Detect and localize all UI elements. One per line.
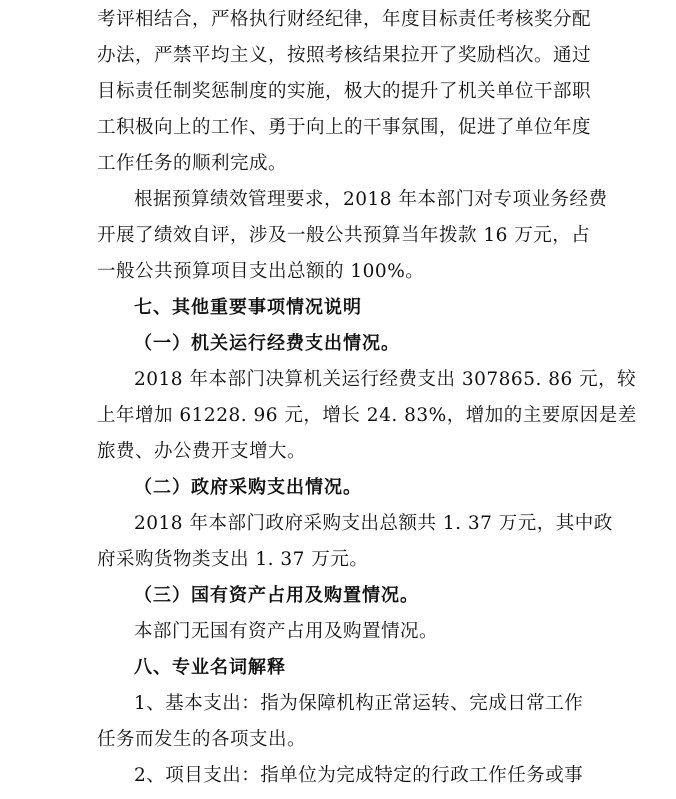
- paragraph-line: 2018 年本部门政府采购支出总额共 1. 37 万元，其中政: [134, 513, 613, 534]
- paragraph-line: 2018 年本部门决算机关运行经费支出 307865. 86 元，较: [134, 369, 637, 390]
- subsection-heading-3: （三）国有资产占用及购置情况。: [134, 585, 419, 606]
- paragraph-line: 一般公共预算项目支出总额的 100%。: [97, 261, 425, 282]
- paragraph-line: 府采购货物类支出 1. 37 万元。: [97, 549, 369, 570]
- paragraph-line: 2、项目支出：指单位为完成特定的行政工作任务或事: [134, 765, 584, 786]
- paragraph-line: 考评相结合，严格执行财经纪律，年度目标责任考核奖分配: [97, 9, 592, 30]
- section-heading-7: 七、其他重要事项情况说明: [134, 297, 362, 318]
- paragraph-line: 1、基本支出：指为保障机构正常运转、完成日常工作: [134, 693, 584, 714]
- paragraph-line: 根据预算绩效管理要求，2018 年本部门对专项业务经费: [134, 189, 608, 210]
- paragraph-line: 工作任务的顺利完成。: [97, 153, 288, 174]
- paragraph-line: 旅费、办公费开支增大。: [97, 441, 307, 462]
- paragraph-line: 办法，严禁平均主义，按照考核结果拉开了奖励档次。通过: [97, 45, 592, 66]
- subsection-heading-2: （二）政府采购支出情况。: [134, 477, 362, 498]
- subsection-heading-1: （一）机关运行经费支出情况。: [134, 333, 400, 354]
- paragraph-line: 上年增加 61228. 96 元，增长 24. 83%，增加的主要原因是差: [97, 405, 637, 426]
- paragraph-line: 工积极向上的工作、勇于向上的干事氛围，促进了单位年度: [97, 117, 592, 138]
- paragraph-line: 目标责任制奖惩制度的实施，极大的提升了机关单位干部职: [97, 81, 592, 102]
- paragraph-line: 开展了绩效自评，涉及一般公共预算当年拨款 16 万元，占: [97, 225, 591, 246]
- paragraph-line: 本部门无国有资产占用及购置情况。: [134, 621, 439, 642]
- paragraph-line: 任务而发生的各项支出。: [97, 729, 307, 750]
- section-heading-8: 八、专业名词解释: [134, 657, 286, 678]
